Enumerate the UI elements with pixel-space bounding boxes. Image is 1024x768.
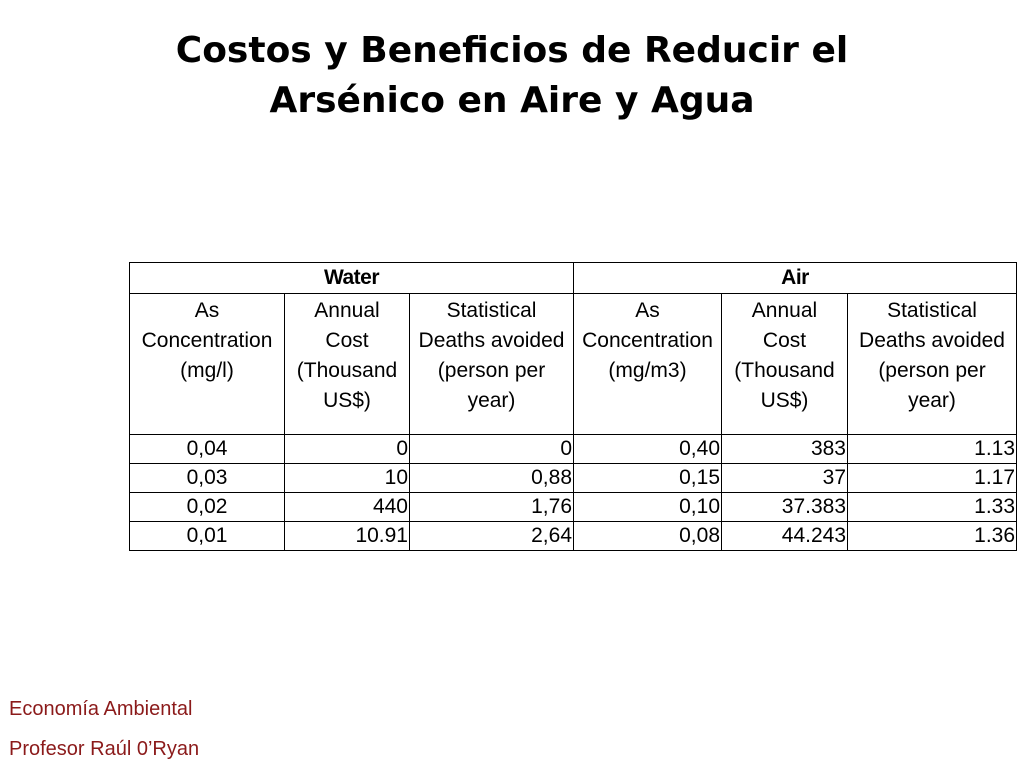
table-row (130, 464, 1017, 493)
table-cell: 1.36 (848, 522, 1017, 551)
table-cell: 44.243 (722, 522, 848, 551)
table-cell: 0,02 (130, 493, 285, 522)
table-cell: 383 (722, 435, 848, 464)
column-header-water-annual-cost: Annual Cost (Thousand US$) (285, 294, 410, 435)
table-cell: 0,40 (574, 435, 722, 464)
group-header-row (130, 263, 1017, 294)
cost-benefit-table (129, 262, 1017, 551)
table-cell: 37 (722, 464, 848, 493)
column-header-water-deaths-avoided: Statistical Deaths avoided (person per year) (410, 294, 574, 435)
table-cell: 1,76 (410, 493, 574, 522)
table-cell: 0,03 (130, 464, 285, 493)
table-cell: 0,08 (574, 522, 722, 551)
table-cell: 10.91 (285, 522, 410, 551)
table-cell: 0 (410, 435, 574, 464)
table-cell: 440 (285, 493, 410, 522)
slide-title-line-1: Costos y Beneficios de Reducir el (175, 30, 849, 71)
column-header-air-annual-cost: Annual Cost (Thousand US$) (722, 294, 848, 435)
table-row (130, 493, 1017, 522)
table-row (130, 522, 1017, 551)
table-cell: 2,64 (410, 522, 574, 551)
slide-title-line-2: Arsénico en Aire y Agua (269, 80, 755, 121)
group-header-water: Water (130, 263, 574, 294)
table-cell: 0,10 (574, 493, 722, 522)
column-header-row (130, 294, 1017, 435)
table-cell: 0,04 (130, 435, 285, 464)
table-cell: 0,01 (130, 522, 285, 551)
column-header-water-concentration: As Concentration (mg/l) (130, 294, 285, 435)
group-header-air: Air (574, 263, 1017, 294)
table-cell: 0,15 (574, 464, 722, 493)
table-cell: 0 (285, 435, 410, 464)
table-cell: 10 (285, 464, 410, 493)
table-cell: 1.17 (848, 464, 1017, 493)
table-cell: 37.383 (722, 493, 848, 522)
table-cell: 0,88 (410, 464, 574, 493)
table-row (130, 435, 1017, 464)
column-header-air-concentration: As Concentration (mg/m3) (574, 294, 722, 435)
footer-professor: Profesor Raúl 0’Ryan (9, 738, 200, 760)
footer-course: Economía Ambiental (9, 698, 193, 720)
column-header-air-deaths-avoided: Statistical Deaths avoided (person per year) (848, 294, 1017, 435)
table-cell: 1.33 (848, 493, 1017, 522)
slide-title (0, 26, 1024, 126)
table-cell: 1.13 (848, 435, 1017, 464)
